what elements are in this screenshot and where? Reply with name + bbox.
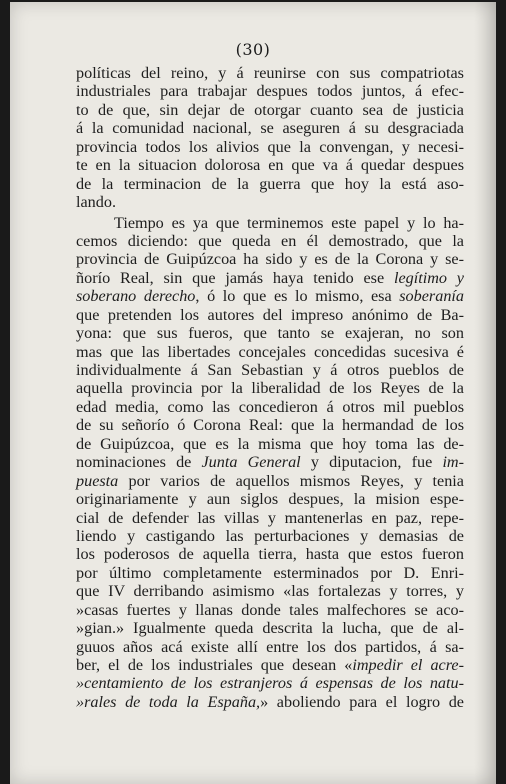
text-line: que IV derribando asimismo «las fortalezas y torres, y	[76, 582, 464, 601]
text-line: los poderosos de aquella tierra, hasta que estos fueron	[76, 545, 464, 564]
body-text	[76, 64, 464, 711]
text-line: individualmente á San Sebastian y á otros pueblos de	[76, 361, 464, 379]
text-line: soberano derecho, ó lo que es lo mismo, esa soberanía	[76, 287, 464, 306]
text-line: aquella provincia por la liberalidad de los Reyes de la	[76, 379, 464, 398]
text-line: liendo y castigando las perturbaciones y demasias de	[76, 526, 464, 545]
text-line: cial de defender las villas y mantenerlas en paz, repe-	[76, 508, 464, 527]
text-line: »centamiento de los estranjeros á espensas de los natu-	[76, 674, 464, 693]
text-line: yona: que sus fueros, que tanto se exajeran, no son	[76, 324, 464, 343]
book-page	[10, 2, 496, 784]
text-line: provincia todos los alivios que la convengan, y necesi-	[76, 137, 464, 156]
text-line: de Guipúzcoa, que es la misma que hoy toma las de-	[76, 434, 464, 453]
text-line: ber, el de los industriales que desean «impedir el acre-	[76, 656, 464, 674]
text-line: industriales para trabajar despues todos juntos, á efec-	[76, 82, 464, 101]
text-line: políticas del reino, y á reunirse con sus compatriotas	[76, 64, 464, 82]
text-line: te en la situacion dolorosa en que va á quedar despues	[76, 156, 464, 175]
text-line: guuos años acá existe allí entre los dos partidos, á sa-	[76, 637, 464, 656]
page-number: (30)	[235, 40, 271, 59]
text-line: edad media, como las concedieron á otros mil pueblos	[76, 397, 464, 416]
text-line: »casas fuertes y llanas donde tales malfechores se aco-	[76, 600, 464, 619]
text-line: cemos diciendo: que queda en él demostrado, que la	[76, 231, 464, 250]
text-line: de la terminacion de la guerra que hoy la está aso-	[76, 174, 464, 193]
text-line: mas que las libertades concejales concedidas sucesiva é	[76, 342, 464, 361]
text-line: »gian.» Igualmente queda descrita la lucha, que de al-	[76, 619, 464, 638]
text-line: Tiempo es ya que terminemos este papel y lo ha-	[114, 213, 464, 232]
text-line: to de que, sin dejar de otorgar cuanto sea de justicia	[76, 100, 464, 119]
text-line: originariamente y aun siglos despues, la mision espe-	[76, 490, 464, 509]
text-line: provincia de Guipúzcoa ha sido y es de la Corona y se-	[76, 250, 464, 269]
text-line: puesta por varios de aquellos mismos Reyes, y tenia	[76, 471, 464, 490]
text-line: nominaciones de Junta General y diputacion, fue im-	[76, 453, 465, 472]
page-edge-shadow	[474, 2, 496, 784]
text-line: lando.	[76, 193, 117, 212]
text-line: por último completamente esterminados por D. Enri-	[76, 563, 464, 582]
text-line: ñorío Real, sin que jamás haya tenido ese legítimo y	[76, 268, 464, 287]
text-line: que pretenden los autores del impreso anónimo de Ba-	[76, 305, 464, 324]
text-line: á la comunidad nacional, se aseguren á su desgraciada	[76, 119, 464, 138]
text-line: »rales de toda la España,» aboliendo para el logro de	[76, 692, 464, 711]
text-line: de su señorío ó Corona Real: que la hermandad de los	[76, 416, 464, 435]
